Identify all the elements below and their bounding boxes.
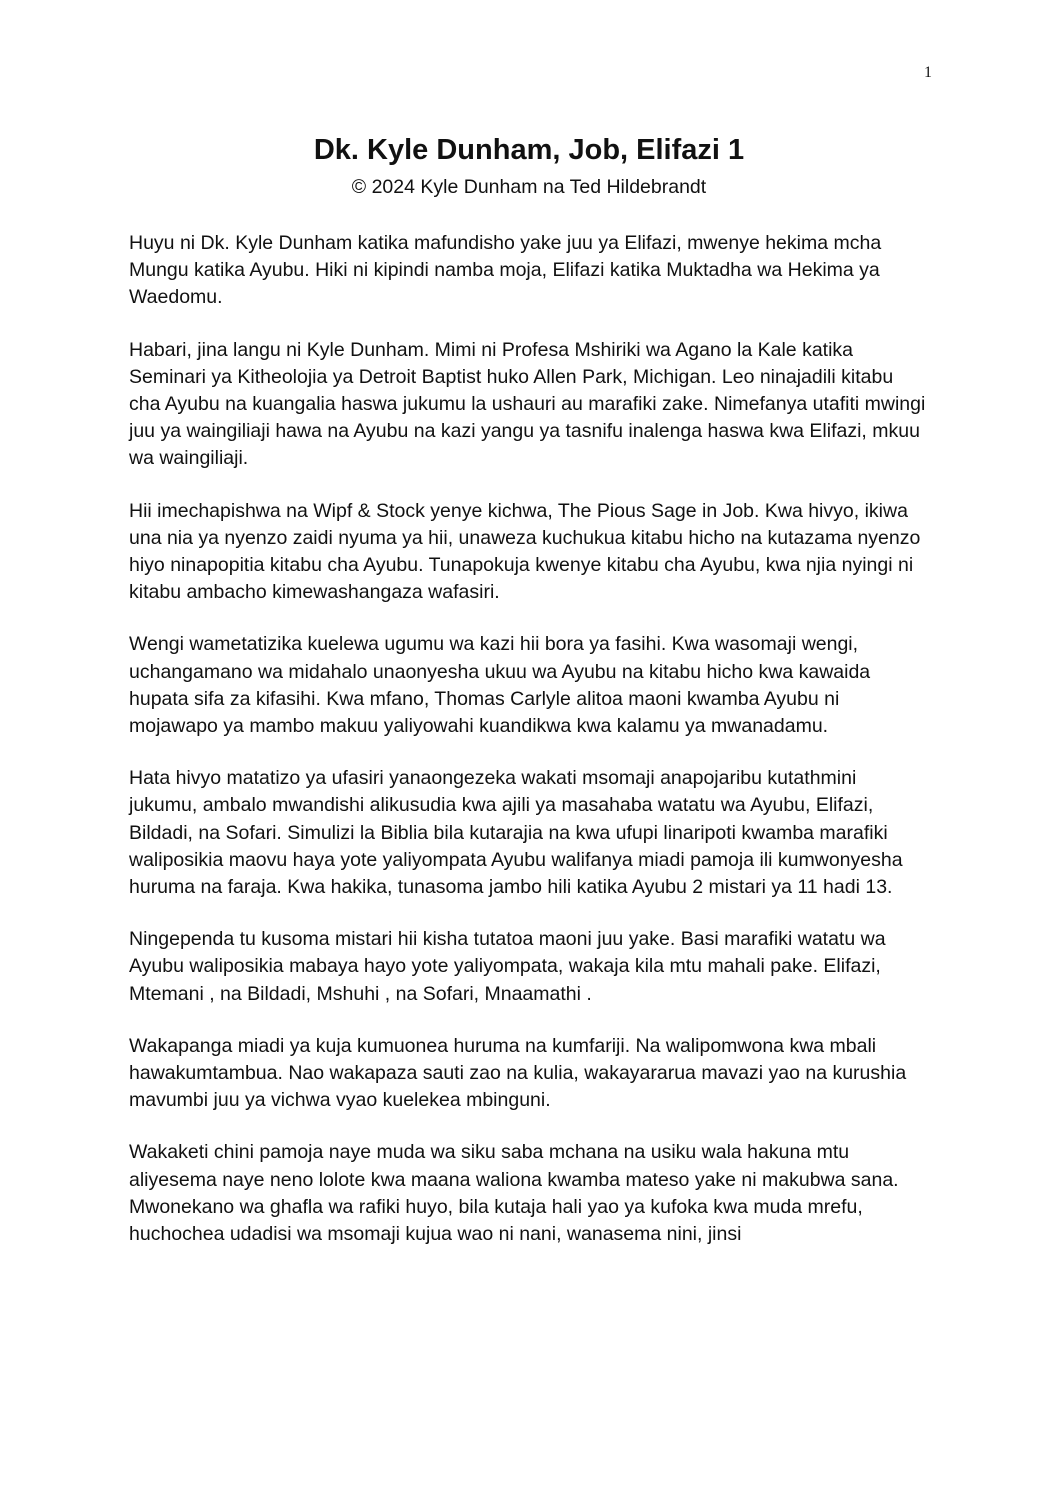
- paragraph-5: Hata hivyo matatizo ya ufasiri yanaongezeka wakati msomaji anapojaribu kutathmini jukumu, ambalo mwandishi alikusudia kwa ajili ya masahaba watatu wa Ayubu, Elifazi, Bildadi, na Sofari. Simulizi la Biblia bila kutarajia na kwa ufupi linaripoti kwamba marafiki waliposikia maovu haya yote yaliyompata Ayubu walifanya miadi pamoja ili kumwonyesha huruma na faraja. Kwa hakika, tunasoma jambo hili katika Ayubu 2 mistari ya 11 hadi 13.: [129, 767, 903, 899]
- paragraph-6: Ningependa tu kusoma mistari hii kisha tutatoa maoni juu yake. Basi marafiki watatu wa Ayubu waliposikia mabaya hayo yote yaliyompata, wakaja kila mtu mahali pake. Elifazi, Mtemani , na Bildadi, Mshuhi , na Sofari, Mnaamathi .: [129, 928, 886, 1005]
- body-text: [129, 230, 929, 1273]
- page-number: 1: [924, 64, 932, 81]
- copyright-line: © 2024 Kyle Dunham na Ted Hildebrandt: [351, 176, 707, 198]
- paragraph-2: Habari, jina langu ni Kyle Dunham. Mimi ni Profesa Mshiriki wa Agano la Kale katika Seminari ya Kitheolojia ya Detroit Baptist huko Allen Park, Michigan. Leo ninajadili kitabu cha Ayubu na kuangalia haswa jukumu la ushauri au marafiki zake. Nimefanya utafiti mwingi juu ya waingiliaji hawa na Ayubu na kazi yangu ya tasnifu inalenga haswa kwa Elifazi, mkuu wa waingiliaji.: [129, 338, 926, 470]
- paragraph-4: Wengi wametatizika kuelewa ugumu wa kazi hii bora ya fasihi. Kwa wasomaji wengi, uchangamano wa midahalo unaonyesha ukuu wa Ayubu na kitabu hicho kwa kawaida hupata sifa za kifasihi. Kwa mfano, Thomas Carlyle alitoa maoni kwamba Ayubu ni mojawapo ya mambo makuu yaliyowahi kuandikwa kwa kalamu ya mwanadamu.: [129, 633, 871, 738]
- paragraph-7: Wakapanga miadi ya kuja kumuonea huruma na kumfariji. Na walipomwona kwa mbali hawakumtambua. Nao wakapaza sauti zao na kulia, wakayararua mavazi yao na kurushia mavumbi juu ya vichwa vyao kuelekea mbinguni.: [129, 1034, 907, 1112]
- paragraph-3: Hii imechapishwa na Wipf & Stock yenye kichwa, The Pious Sage in Job. Kwa hivyo, ikiwa una nia ya nyenzo zaidi nyuma ya hii, unaweza kuchukua kitabu hicho na kutazama nyenzo hiyo ninapopitia kitabu cha Ayubu. Tunapokuja kwenye kitabu cha Ayubu, kwa njia nyingi ni kitabu ambacho kimewashangaza wafasiri.: [129, 499, 921, 604]
- document-title: Dk. Kyle Dunham, Job, Elifazi 1: [313, 134, 745, 166]
- paragraph-1: Huyu ni Dk. Kyle Dunham katika mafundisho yake juu ya Elifazi, mwenye hekima mcha Mungu katika Ayubu. Hiki ni kipindi namba moja, Elifazi katika Muktadha wa Hekima ya Waedomu.: [129, 232, 882, 309]
- paragraph-8: Wakaketi chini pamoja naye muda wa siku saba mchana na usiku wala hakuna mtu aliyesema naye neno lolote kwa maana waliona kwamba mateso yake ni makubwa sana. Mwonekano wa ghafla wa rafiki huyo, bila kutaja hali yao ya kufoka kwa muda mrefu, huchochea udadisi wa msomaji kujua wao ni nani, wanasema nini, jinsi: [129, 1141, 899, 1246]
